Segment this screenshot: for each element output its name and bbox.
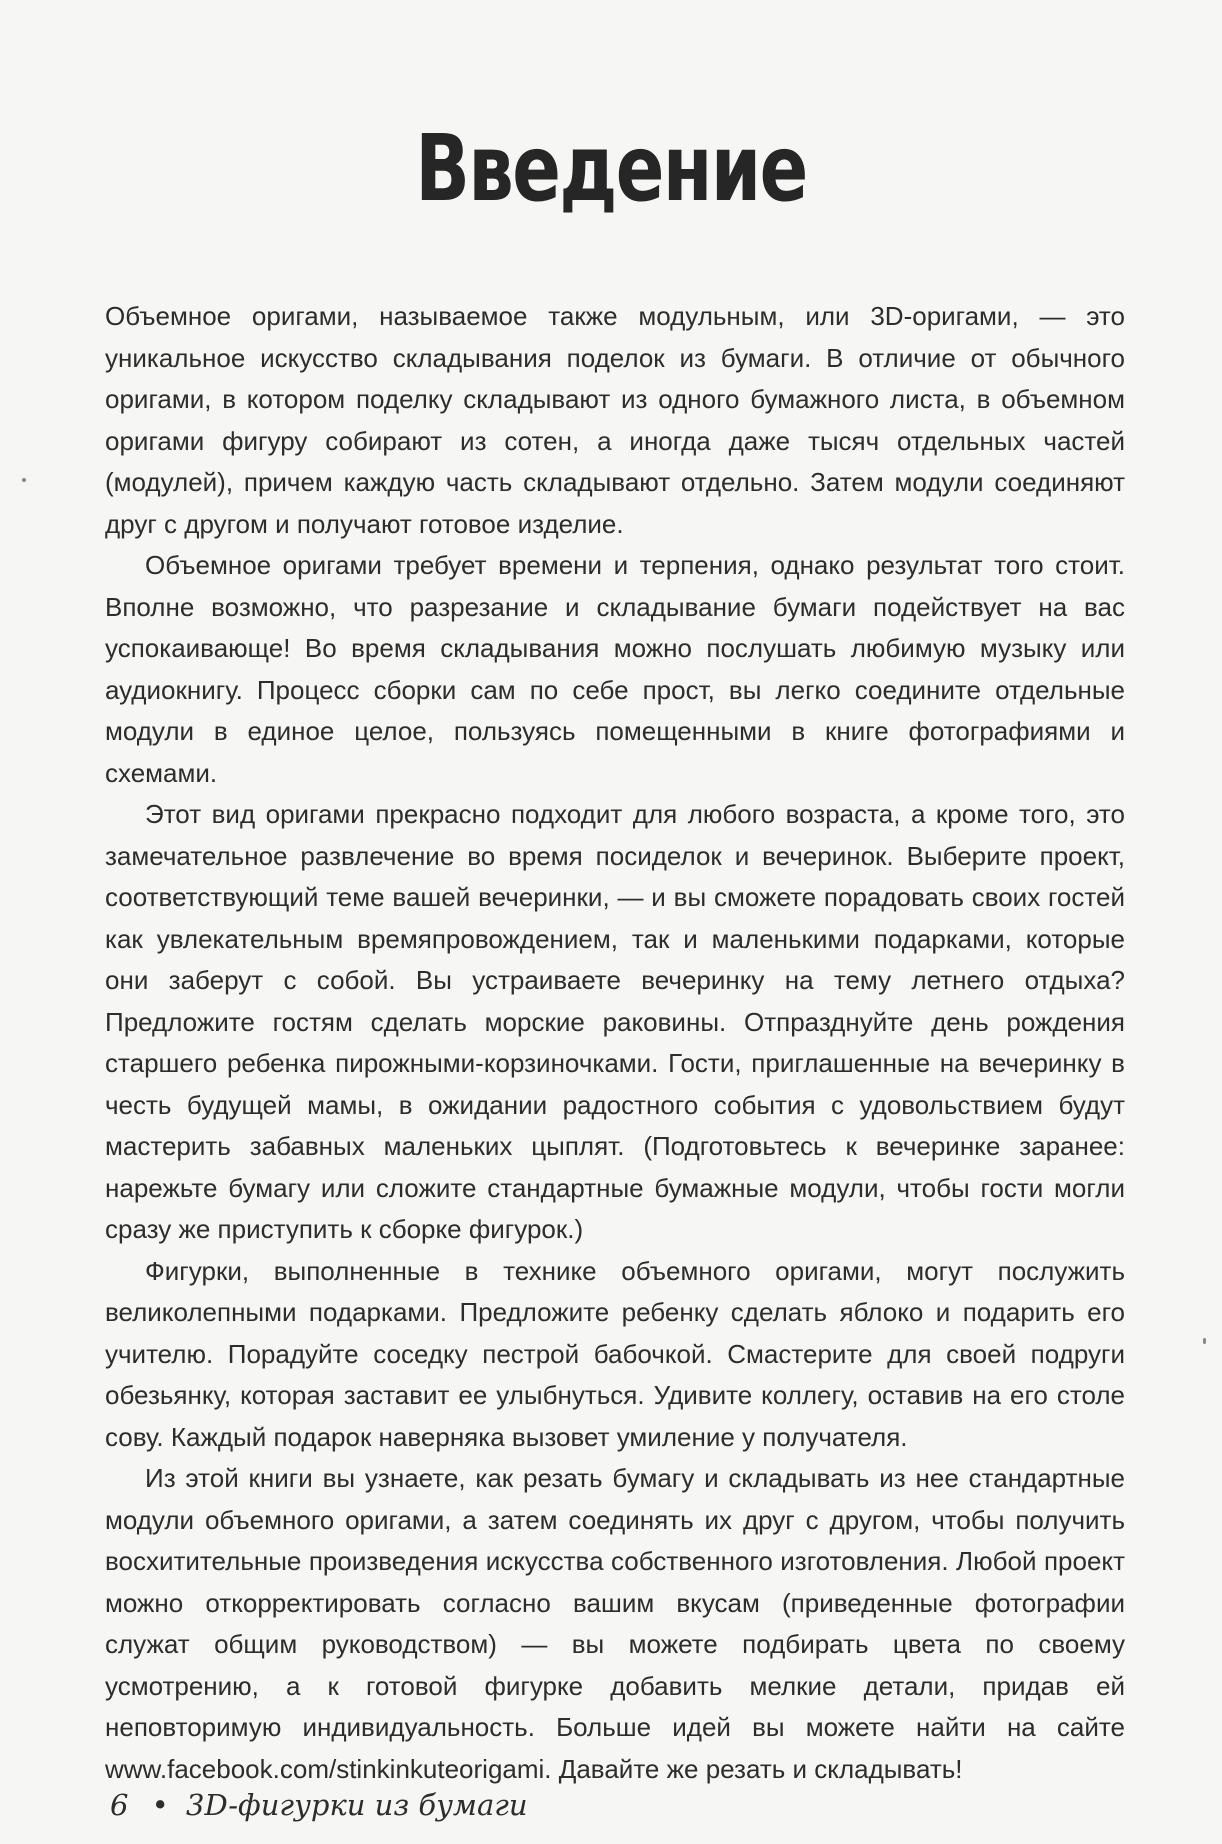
- paragraph-4: Фигурки, выполненные в технике объемного оригами, могут послужить великолепными подарками. Предложите ребенку сделать яблоко и подарить его учителю. Порадуйте соседку пестрой бабочкой. Смастерите для своей подруги обезьянку, которая заставит ее улыбнуться. Удивите коллегу, оставив на его столе сову. Каждый подарок наверняка вызовет умиление у получателя.: [105, 1255, 1125, 1452]
- page-footer: [110, 1788, 528, 1822]
- body-text: [105, 296, 1125, 1790]
- page-title: Введение: [415, 115, 807, 222]
- running-book-title: 3D-фигурки из бумаги: [186, 1788, 528, 1822]
- paragraph-5: Из этой книги вы узнаете, как резать бумагу и складывать из нее стандартные модули объемного оригами, а затем соединять их друг с другом, чтобы получить восхитительные произведения искусства собственного изготовления. Любой проект можно откорректировать согласно вашим вкусам (приведенные фотографии служат общим руководством) — вы можете подбирать цвета по своему усмотрению, а к готовой фигурке добавить мелкие детали, придав ей неповторимую индивидуальность. Больше идей вы можете найти на сайте www.facebook.com/stinkinkuteorigami. Давайте же резать и складывать!: [105, 1463, 1125, 1784]
- scan-speck: [22, 478, 26, 482]
- footer-separator: •: [151, 1788, 169, 1822]
- page-number: 6: [110, 1788, 129, 1822]
- paragraph-1: Объемное оригами, называемое также модульным, или 3D-оригами, — это уникальное искусство складывания поделок из бумаги. В отличие от обычного оригами, в котором поделку складывают из одного бумажного листа, в объемном оригами фигуру собирают из сотен, а иногда даже тысяч отдельных частей (модулей), причем каждую часть складывают отдельно. Затем модули соединяют друг с другом и получают готовое изделие.: [105, 301, 1125, 539]
- scan-speck: [1203, 1338, 1206, 1344]
- paragraph-3: Этот вид оригами прекрасно подходит для любого возраста, а кроме того, это замечательное развлечение во время посиделок и вечеринок. Выберите проект, соответствующий теме вашей вечеринки, — и вы сможете порадовать своих гостей как увлекательным времяпровождением, так и маленькими подарками, которые они заберут с собой. Вы устраиваете вечеринку на тему летнего отдыха? Предложите гостям сделать морские раковины. Отпразднуйте день рождения старшего ребенка пирожными-корзиночками. Гости, приглашенные на вечеринку в честь будущей мамы, в ожидании радостного события с удовольствием будут мастерить забавных маленьких цыплят. (Подготовьтесь к вечеринке заранее: нарежьте бумагу или сложите стандартные бумажные модули, чтобы гости могли сразу же приступить к сборке фигурок.): [105, 799, 1125, 1244]
- paragraph-2: Объемное оригами требует времени и терпения, однако результат того стоит. Вполне возможно, что разрезание и складывание бумаги подействует на вас успокаивающе! Во время складывания можно послушать любимую музыку или аудиокнигу. Процесс сборки сам по себе прост, вы легко соедините отдельные модули в единое целое, пользуясь помещенными в книге фотографиями и схемами.: [105, 550, 1125, 788]
